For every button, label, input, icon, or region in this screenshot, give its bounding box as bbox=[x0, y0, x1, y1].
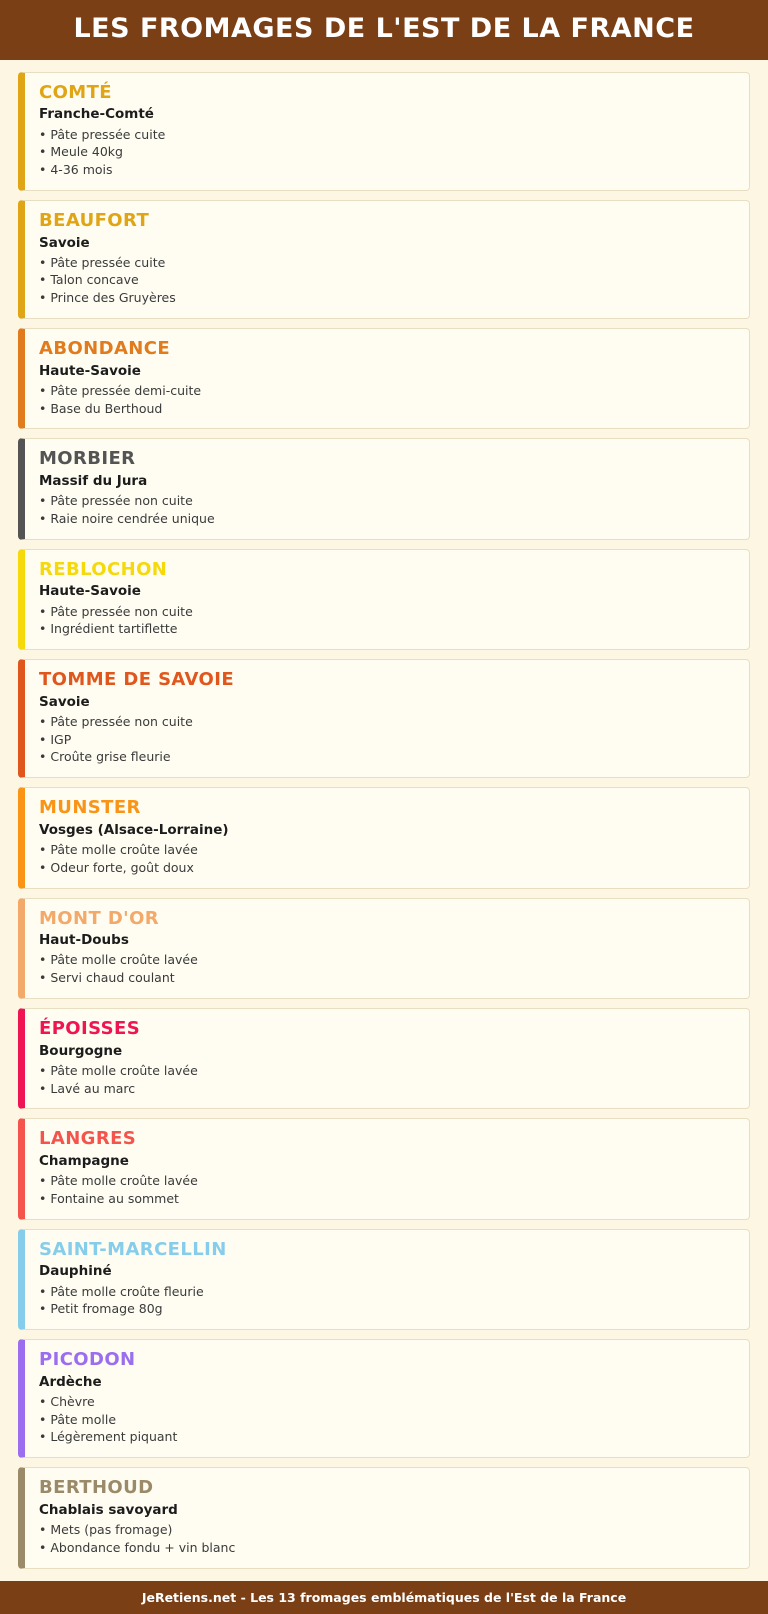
cheese-fact: • Pâte pressée demi-cuite bbox=[39, 382, 737, 400]
cheese-name: MONT D'OR bbox=[39, 907, 160, 929]
cheese-fact: • Ingrédient tartiflette bbox=[39, 620, 737, 638]
cheese-card bbox=[18, 659, 750, 778]
cheese-name: MUNSTER bbox=[39, 797, 141, 819]
cheese-card bbox=[18, 1008, 750, 1109]
cheese-region: Haute-Savoie bbox=[39, 583, 141, 600]
cheese-fact: • Pâte molle croûte fleurie bbox=[39, 1283, 737, 1301]
cheese-card bbox=[18, 1229, 750, 1330]
cheese-fact: • Croûte grise fleurie bbox=[39, 748, 737, 766]
cheese-region: Bourgogne bbox=[39, 1042, 123, 1059]
cheese-fact-list bbox=[39, 1283, 737, 1319]
page-header bbox=[0, 0, 768, 60]
cheese-region: Savoie bbox=[39, 234, 90, 251]
cheese-region: Savoie bbox=[39, 693, 90, 710]
cheese-fact: • Lavé au marc bbox=[39, 1080, 737, 1098]
cheese-name: ABONDANCE bbox=[39, 337, 171, 359]
cheese-fact: • Pâte pressée non cuite bbox=[39, 603, 737, 621]
cheese-region: Massif du Jura bbox=[39, 473, 148, 489]
cheese-card bbox=[18, 328, 750, 429]
cheese-name: TOMME DE SAVOIE bbox=[39, 669, 235, 691]
cheese-name: MORBIER bbox=[39, 448, 136, 470]
cheese-region: Chablais savoyard bbox=[39, 1501, 178, 1518]
cheese-fact: • Pâte molle bbox=[39, 1411, 737, 1429]
page-footer bbox=[0, 1581, 768, 1614]
cheese-fact-list bbox=[39, 1521, 737, 1557]
page-title: LES FROMAGES DE L'EST DE LA FRANCE bbox=[73, 13, 695, 44]
cheese-card bbox=[18, 898, 750, 999]
cheese-fact: • IGP bbox=[39, 731, 737, 749]
cheese-region: Haute-Savoie bbox=[39, 362, 141, 379]
cheese-card bbox=[18, 438, 750, 539]
cheese-fact: • Pâte pressée cuite bbox=[39, 126, 737, 144]
cheese-card bbox=[18, 549, 750, 650]
cheese-fact-list bbox=[39, 1172, 737, 1208]
cheese-fact: • Meule 40kg bbox=[39, 143, 737, 161]
cheese-card bbox=[18, 1118, 750, 1219]
cheese-region: Franche-Comté bbox=[39, 106, 154, 123]
cheese-fact: • Légèrement piquant bbox=[39, 1428, 737, 1446]
cheese-fact: • Odeur forte, goût doux bbox=[39, 859, 737, 877]
cheese-fact: • Raie noire cendrée unique bbox=[39, 510, 737, 528]
cheese-fact-list bbox=[39, 951, 737, 987]
cheese-fact: • Mets (pas fromage) bbox=[39, 1521, 737, 1539]
cheese-card bbox=[18, 1467, 750, 1568]
cheese-name: SAINT-MARCELLIN bbox=[39, 1238, 227, 1260]
cheese-fact-list bbox=[39, 841, 737, 877]
cheese-name: BERTHOUD bbox=[39, 1477, 154, 1499]
cheese-fact: • Pâte molle croûte lavée bbox=[39, 841, 737, 859]
cheese-region: Ardèche bbox=[39, 1373, 102, 1390]
cheese-fact: • Pâte molle croûte lavée bbox=[39, 951, 737, 969]
cheese-fact: • Prince des Gruyères bbox=[39, 289, 737, 307]
cheese-region: Dauphiné bbox=[39, 1263, 112, 1280]
cheese-fact-list bbox=[39, 492, 737, 528]
cheese-name: BEAUFORT bbox=[39, 209, 150, 231]
cheese-name: ÉPOISSES bbox=[39, 1017, 141, 1039]
footer-text: JeRetiens.net - Les 13 fromages emblématiques de l'Est de la France bbox=[141, 1589, 627, 1605]
cheese-fact: • 4-36 mois bbox=[39, 161, 737, 179]
cheese-fact: • Pâte molle croûte lavée bbox=[39, 1062, 737, 1080]
cheese-fact: • Fontaine au sommet bbox=[39, 1190, 737, 1208]
cheese-name: COMTÉ bbox=[39, 81, 112, 103]
cheese-card bbox=[18, 1339, 750, 1458]
cheese-card bbox=[18, 200, 750, 319]
cheese-region: Champagne bbox=[39, 1153, 129, 1169]
cheese-fact-list bbox=[39, 382, 737, 418]
cheese-fact-list bbox=[39, 1393, 737, 1446]
cheese-fact-list bbox=[39, 254, 737, 307]
cheese-fact-list bbox=[39, 126, 737, 179]
cheese-card bbox=[18, 787, 750, 888]
cheese-region: Vosges (Alsace-Lorraine) bbox=[39, 821, 229, 838]
cheese-name: REBLOCHON bbox=[39, 558, 168, 580]
cheese-fact: • Pâte molle croûte lavée bbox=[39, 1172, 737, 1190]
cheese-card bbox=[18, 72, 750, 191]
cheese-fact: • Talon concave bbox=[39, 271, 737, 289]
cheese-fact: • Pâte pressée non cuite bbox=[39, 713, 737, 731]
cheese-card-list bbox=[0, 60, 768, 1575]
cheese-fact: • Pâte pressée cuite bbox=[39, 254, 737, 272]
cheese-fact: • Pâte pressée non cuite bbox=[39, 492, 737, 510]
cheese-fact-list bbox=[39, 603, 737, 639]
cheese-fact: • Abondance fondu + vin blanc bbox=[39, 1539, 737, 1557]
cheese-name: LANGRES bbox=[39, 1128, 137, 1150]
cheese-fact-list bbox=[39, 713, 737, 766]
cheese-fact: • Chèvre bbox=[39, 1393, 737, 1411]
cheese-region: Haut-Doubs bbox=[39, 932, 129, 949]
cheese-name: PICODON bbox=[39, 1349, 136, 1371]
cheese-fact: • Base du Berthoud bbox=[39, 400, 737, 418]
cheese-fact-list bbox=[39, 1062, 737, 1098]
cheese-fact: • Servi chaud coulant bbox=[39, 969, 737, 987]
cheese-fact: • Petit fromage 80g bbox=[39, 1300, 737, 1318]
